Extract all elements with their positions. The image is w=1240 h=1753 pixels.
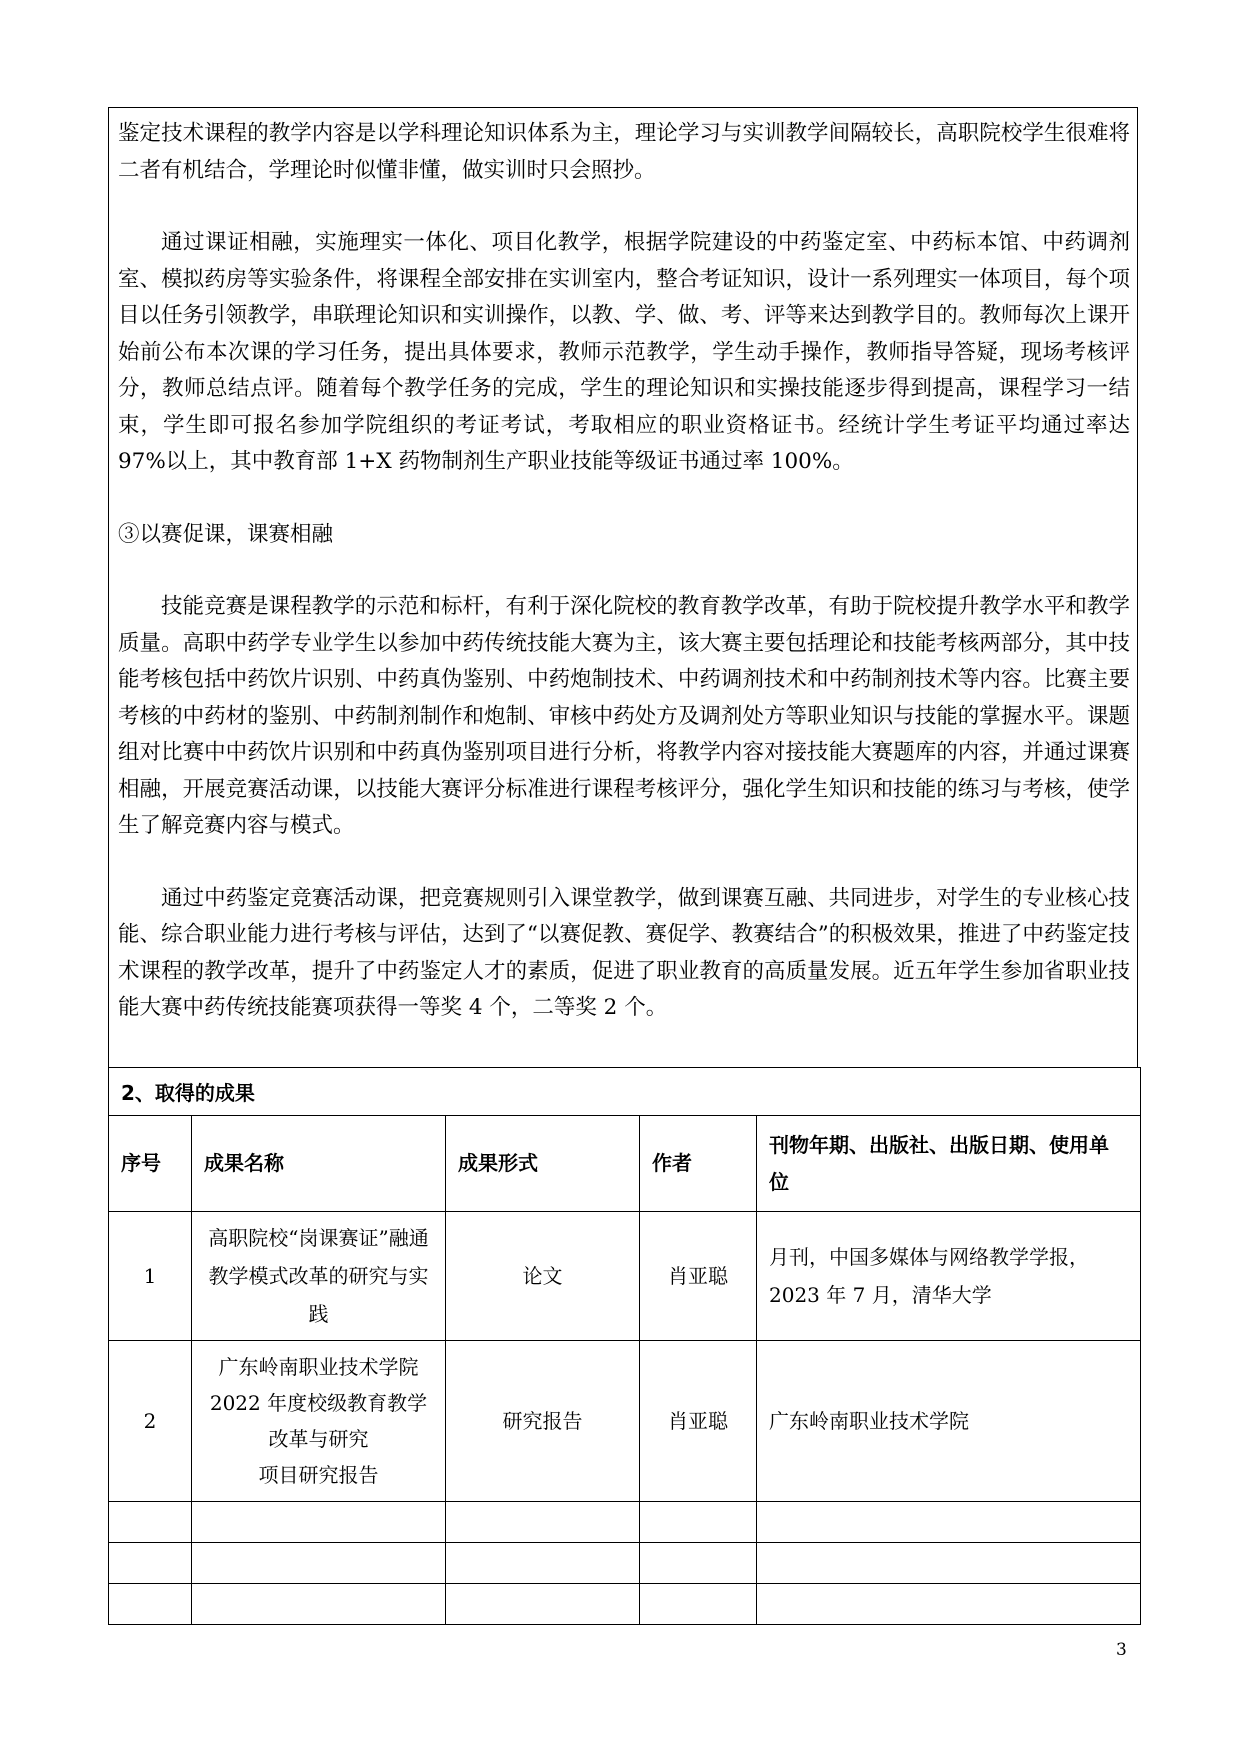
row-no: 1 — [109, 1212, 192, 1341]
document-sheet — [108, 107, 1138, 1625]
row-name: 高职院校“岗课赛证”融通教学模式改革的研究与实践 — [192, 1212, 446, 1341]
row-form: 论文 — [446, 1212, 640, 1341]
paragraph-1: 鉴定技术课程的教学内容是以学科理论知识体系为主，理论学习与实训教学间隔较长，高职院校学生很难将二者有机结合，学理论时似懂非懂，做实训时只会照抄。 — [118, 121, 1130, 183]
paragraph-2: 通过课证相融，实施理实一体化、项目化教学，根据学院建设的中药鉴定室、中药标本馆、中药调剂室、模拟药房等实验条件，将课程全部安排在实训室内，整合考证知识，设计一系列理实一体项目，每个项目以任务引领教学，串联理论知识和实训操作，以教、学、做、考、评等来达到教学目的。教师每次上课开始前公布本次课的学习任务，提出具体要求，教师示范教学，学生动手操作，教师指导答疑，现场考核评分，教师总结点评。随着每个教学任务的完成，学生的理论知识和实操技能逐步得到提高，课程学习一结束，学生即可报名参加学院组织的考证考试，考取相应的职业资格证书。经统计学生考证平均通过率达 97%以上，其中教育部 1+X 药物制剂生产职业技能等级证书通过率 100%。 — [118, 230, 1130, 474]
body-text-box — [108, 107, 1138, 1067]
section-title: 2、取得的成果 — [109, 1068, 1141, 1116]
header-name: 成果名称 — [192, 1116, 446, 1212]
subheading-competition: ③以赛促课，课赛相融 — [118, 521, 334, 547]
paragraph-3: 技能竞赛是课程教学的示范和标杆，有利于深化院校的教育教学改革，有助于院校提升教学水平和教学质量。高职中药学专业学生以参加中药传统技能大赛为主，该大赛主要包括理论和技能考核两部分，其中技能考核包括中药饮片识别、中药真伪鉴别、中药炮制技术、中药调剂技术和中药制剂技术等内容。比赛主要考核的中药材的鉴别、中药制剂制作和炮制、审核中药处方及调剂处方等职业知识与技能的掌握水平。课题组对比赛中中药饮片识别和中药真伪鉴别项目进行分析，将教学内容对接技能大赛题库的内容，并通过课赛相融，开展竞赛活动课，以技能大赛评分标准进行课程考核评分，强化学生知识和技能的练习与考核，使学生了解竞赛内容与模式。 — [118, 594, 1130, 838]
row-name-line: 广东岭南职业技术学院 — [218, 1355, 419, 1379]
row-author: 肖亚聪 — [640, 1341, 757, 1502]
header-form: 成果形式 — [446, 1116, 640, 1212]
empty-row — [109, 1543, 1141, 1584]
table-header-row — [109, 1116, 1141, 1212]
empty-row — [109, 1502, 1141, 1543]
row-form: 研究报告 — [446, 1341, 640, 1502]
header-author: 作者 — [640, 1116, 757, 1212]
row-publication: 广东岭南职业技术学院 — [757, 1341, 1141, 1502]
row-name — [192, 1341, 446, 1502]
results-table — [108, 1067, 1141, 1625]
row-name-line: 项目研究报告 — [258, 1463, 379, 1487]
row-name-line: 2022 年度校级教育教学 — [209, 1391, 428, 1415]
table-row — [109, 1341, 1141, 1502]
paragraph-4: 通过中药鉴定竞赛活动课，把竞赛规则引入课堂教学，做到课赛互融、共同进步，对学生的专业核心技能、综合职业能力进行考核与评估，达到了“以赛促教、赛促学、教赛结合”的积极效果，推进了中药鉴定技术课程的教学改革，提升了中药鉴定人才的素质，促进了职业教育的高质量发展。近五年学生参加省职业技能大赛中药传统技能赛项获得一等奖 4 个，二等奖 2 个。 — [118, 885, 1130, 1020]
row-name-line: 改革与研究 — [268, 1427, 369, 1451]
row-no: 2 — [109, 1341, 192, 1502]
empty-row — [109, 1584, 1141, 1625]
header-no: 序号 — [109, 1116, 192, 1212]
header-publication: 刊物年期、出版社、出版日期、使用单位 — [757, 1116, 1141, 1212]
page-number: 3 — [1116, 1640, 1127, 1660]
table-row — [109, 1212, 1141, 1341]
row-author: 肖亚聪 — [640, 1212, 757, 1341]
row-publication: 月刊，中国多媒体与网络教学学报，2023 年 7 月，清华大学 — [757, 1212, 1141, 1341]
